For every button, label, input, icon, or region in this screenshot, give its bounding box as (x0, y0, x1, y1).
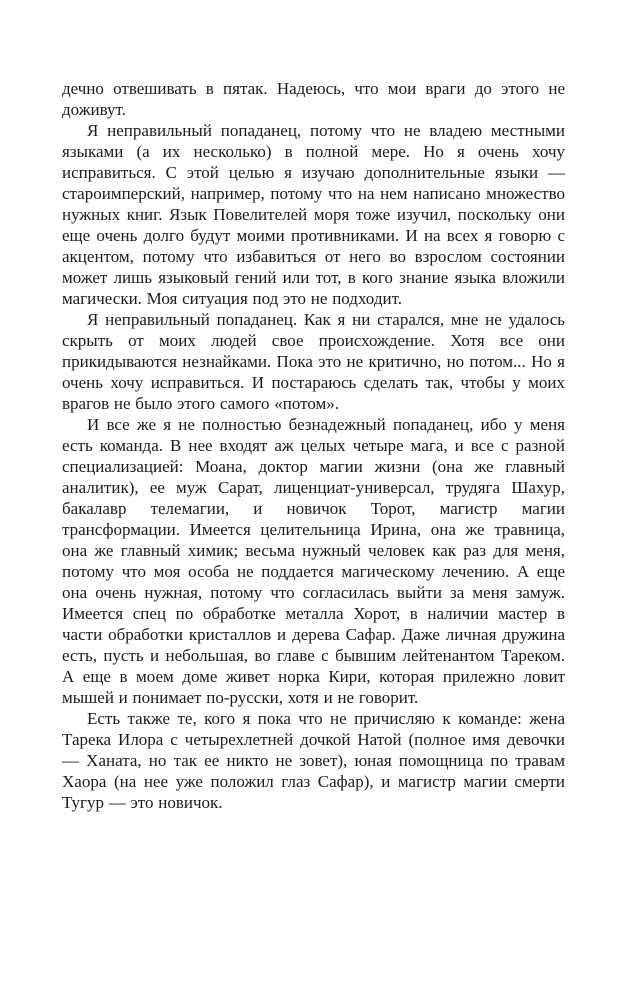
page-text-block (62, 78, 565, 813)
paragraph: Я неправильный попаданец, потому что не владею местными языками (а их несколько) в полной мере. Но я очень хочу исправиться. С этой целью я изучаю дополнительные языки — староимперский, например, потому что на нем написано множество нужных книг. Язык Повелителей моря тоже изучил, поскольку они еще очень долго будут моими противниками. И на всех я говорю с акцентом, потому что избавиться от него во взрослом состоянии может лишь языковый гений или тот, в кого знание языка вложили магически. Моя ситуация под это не подходит. (62, 121, 565, 308)
paragraph: И все же я не полностью безнадежный попаданец, ибо у меня есть команда. В нее входят аж целых четыре мага, и все с разной специализацией: Моана, доктор магии жизни (она же главный аналитик), ее муж Сарат, лиценциат-универсал, трудяга Шахур, бакалавр телемагии, и новичок Торот, магистр магии трансформации. Имеется целительница Ирина, она же травница, она же главный химик; весьма нужный человек как раз для меня, потому что моя особа не поддается магическому лечению. А еще она очень нужная, потому что согласилась выйти за меня замуж. Имеется спец по обработке металла Хорот, в наличии мастер в части обработки кристаллов и дерева Сафар. Даже личная дружина есть, пусть и небольшая, во главе с бывшим лейтенантом Тареком. А еще в моем доме живет норка Кири, которая прилежно ловит мышей и понимает по-русски, хотя и не говорит. (62, 415, 565, 707)
paragraph: Я неправильный попаданец. Как я ни старался, мне не удалось скрыть от моих людей свое происхождение. Хотя все они прикидываются незнайками. Пока это не критично, но потом... Но я очень хочу исправиться. И постараюсь сделать так, чтобы у моих врагов не было этого самого «потом». (62, 310, 565, 413)
paragraph: Есть также те, кого я пока что не причисляю к команде: жена Тарека Илора с четырехлетней дочкой Натой (полное имя девочки — Ханата, но так ее никто не зовет), юная помощница по травам Хаора (на нее уже положил глаз Сафар), и магистр магии смерти Тугур — это новичок. (62, 709, 565, 812)
paragraph: дечно отвешивать в пятак. Надеюсь, что мои враги до этого не доживут. (62, 79, 565, 119)
